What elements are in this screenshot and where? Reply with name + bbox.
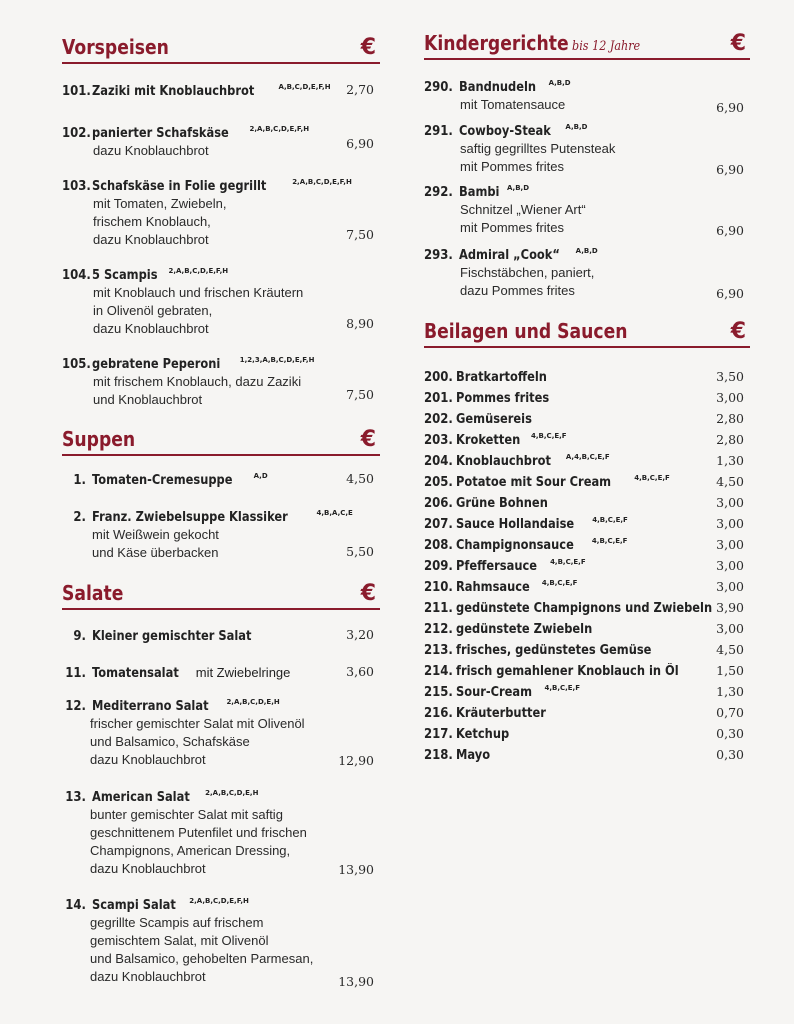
item-price: 4,50 — [716, 642, 744, 657]
item-number: 206. — [424, 496, 453, 511]
item-number: 292. — [424, 185, 453, 200]
item-inline-description: mit Zwiebelringe — [195, 665, 291, 680]
menu-item — [424, 181, 750, 237]
item-price: 3,00 — [716, 579, 744, 594]
allergen-codes: A,4,B,C,E,F — [565, 453, 610, 461]
menu-item — [424, 387, 750, 408]
item-name: Kleiner gemischter Salat — [92, 629, 252, 644]
item-name: Ketchup — [456, 727, 510, 742]
item-name: gebratene Peperoni — [92, 357, 221, 372]
item-description: und Knoblauchbrot — [93, 392, 203, 407]
item-price: 3,90 — [716, 600, 744, 615]
menu-item — [424, 366, 750, 387]
menu-item — [424, 534, 750, 555]
item-price: 0,30 — [716, 726, 744, 741]
section-header — [424, 28, 750, 60]
item-number: 203. — [424, 433, 453, 448]
allergen-codes: 4,B,C,E,F — [634, 474, 670, 482]
item-name: Mayo — [456, 748, 491, 763]
menu-item — [62, 122, 380, 160]
menu-item — [424, 450, 750, 471]
item-number: 13. — [65, 790, 86, 805]
allergen-codes: 4,B,C,E,F — [541, 579, 578, 587]
item-number: 291. — [424, 124, 453, 139]
item-name: Sour-Cream — [456, 685, 533, 700]
item-name: Pfeffersauce — [456, 559, 538, 574]
item-price: 5,50 — [346, 544, 374, 559]
menu-item — [424, 555, 750, 576]
item-name: American Salat — [92, 790, 190, 805]
item-description: bunter gemischter Salat mit saftig — [90, 807, 283, 822]
allergen-codes: A,B,D — [548, 79, 571, 87]
allergen-codes: A,D — [253, 472, 268, 480]
menu-item — [62, 786, 380, 878]
item-price: 2,80 — [716, 411, 744, 426]
item-description: in Olivenöl gebraten, — [93, 303, 213, 318]
item-description: mit frischem Knoblauch, dazu Zaziki — [93, 374, 302, 389]
section-kindergerichte — [424, 28, 750, 301]
item-price: 4,50 — [346, 471, 374, 486]
item-name: frisches, gedünstetes Gemüse — [456, 643, 652, 658]
item-price: 2,70 — [346, 82, 374, 97]
item-description: dazu Knoblauchbrot — [93, 232, 209, 247]
menu-item — [62, 695, 380, 769]
menu-item — [424, 639, 750, 660]
item-number: 11. — [65, 666, 86, 681]
item-description: Schnitzel „Wiener Art“ — [460, 202, 586, 217]
item-description: mit Pommes frites — [460, 159, 565, 174]
item-price: 3,00 — [716, 621, 744, 636]
section-header — [424, 316, 750, 348]
item-description: dazu Knoblauchbrot — [90, 752, 206, 767]
menu-item — [424, 471, 750, 492]
item-description: mit Knoblauch und frischen Kräutern — [93, 285, 304, 300]
item-number: 105. — [62, 357, 91, 372]
menu-item — [62, 662, 380, 682]
item-name: Champignonsauce — [456, 538, 574, 553]
item-name: Rahmsauce — [456, 580, 530, 595]
item-number: 102. — [62, 126, 91, 141]
item-price: 6,90 — [716, 223, 744, 238]
item-number: 290. — [424, 80, 453, 95]
item-number: 207. — [424, 517, 453, 532]
section-header — [62, 424, 380, 456]
item-price: 3,00 — [716, 390, 744, 405]
item-description: dazu Pommes frites — [460, 283, 575, 298]
item-name: Tomatensalat — [92, 666, 179, 681]
item-name: Zaziki mit Knoblauchbrot — [92, 84, 255, 99]
menu-item — [424, 120, 750, 176]
menu-item — [424, 744, 750, 765]
item-name: Gemüsereis — [456, 412, 532, 427]
item-description: und Balsamico, gehobelten Parmesan, — [90, 951, 314, 966]
item-name: Grüne Bohnen — [456, 496, 548, 511]
item-number: 208. — [424, 538, 453, 553]
item-price: 13,90 — [338, 862, 374, 877]
item-price: 3,00 — [716, 516, 744, 531]
menu-item — [62, 80, 380, 100]
menu-item — [62, 264, 380, 338]
section-suppen — [62, 424, 380, 560]
menu-item — [62, 625, 380, 645]
item-description: Fischstäbchen, paniert, — [460, 265, 595, 280]
item-price: 3,20 — [346, 627, 374, 642]
item-number: 215. — [424, 685, 453, 700]
item-name: Potatoe mit Sour Cream — [456, 475, 612, 490]
item-number: 1. — [73, 473, 86, 488]
item-description: gegrillte Scampis auf frischem — [90, 915, 264, 930]
item-number: 214. — [424, 664, 453, 679]
item-number: 293. — [424, 248, 453, 263]
item-price: 0,30 — [716, 747, 744, 762]
item-name: Pommes frites — [456, 391, 550, 406]
item-name: Mediterrano Salat — [92, 699, 209, 714]
item-description: mit Weißwein gekocht — [92, 527, 219, 542]
item-description: frischem Knoblauch, — [93, 214, 211, 229]
menu-item — [424, 723, 750, 744]
menu-item — [424, 576, 750, 597]
item-number: 211. — [424, 601, 453, 616]
item-price: 13,90 — [338, 974, 374, 989]
allergen-codes: 2,A,B,C,D,E,H — [226, 698, 280, 706]
allergen-codes: A,B,D — [507, 184, 530, 192]
euro-sign: € — [730, 31, 746, 56]
allergen-codes: 4,B,C,E,F — [592, 516, 628, 524]
item-number: 218. — [424, 748, 453, 763]
item-number: 200. — [424, 370, 453, 385]
allergen-codes: A,B,D — [565, 123, 588, 131]
item-number: 2. — [73, 510, 86, 525]
item-price: 0,70 — [716, 705, 744, 720]
menu-item — [424, 429, 750, 450]
item-price: 3,60 — [346, 664, 374, 679]
allergen-codes: 2,A,B,C,D,E,F,H — [168, 267, 229, 275]
allergen-codes: 4,B,C,E,F — [591, 537, 628, 545]
item-name: Bambi — [459, 185, 500, 200]
menu-item — [62, 894, 380, 989]
section-subtitle: bis 12 Jahre — [572, 39, 641, 54]
allergen-codes: A,B,C,D,E,F,H — [278, 83, 331, 91]
item-description: dazu Knoblauchbrot — [93, 143, 209, 158]
item-number: 101. — [62, 84, 91, 99]
item-price: 6,90 — [716, 162, 744, 177]
euro-sign: € — [360, 427, 376, 452]
item-price: 4,50 — [716, 474, 744, 489]
item-description: dazu Knoblauchbrot — [90, 861, 206, 876]
item-price: 6,90 — [716, 100, 744, 115]
item-name: gedünstete Zwiebeln — [456, 622, 593, 637]
item-description: geschnittenem Putenfilet und frischen — [90, 825, 307, 840]
item-name: Kräuterbutter — [456, 706, 546, 721]
item-name: Cowboy-Steak — [459, 124, 551, 139]
menu-item — [424, 244, 750, 300]
item-description: dazu Knoblauchbrot — [93, 321, 209, 336]
item-price: 8,90 — [346, 316, 374, 331]
item-price: 7,50 — [346, 227, 374, 242]
item-price: 3,00 — [716, 537, 744, 552]
item-name: Bandnudeln — [459, 80, 537, 95]
item-price: 6,90 — [346, 136, 374, 151]
section-beilagen — [424, 316, 750, 763]
allergen-codes: 1,2,3,A,B,C,D,E,F,H — [239, 356, 315, 364]
item-number: 201. — [424, 391, 453, 406]
item-number: 209. — [424, 559, 453, 574]
item-number: 204. — [424, 454, 453, 469]
item-description: mit Tomaten, Zwiebeln, — [93, 196, 227, 211]
section-header — [62, 578, 380, 610]
allergen-codes: 2,A,B,C,D,E,F,H — [189, 897, 249, 905]
item-number: 12. — [65, 699, 86, 714]
item-number: 202. — [424, 412, 453, 427]
item-price: 6,90 — [716, 286, 744, 301]
menu-item — [424, 618, 750, 639]
section-title: Salate — [62, 581, 124, 605]
item-name: panierter Schafskäse — [92, 126, 229, 141]
allergen-codes: 4,B,A,C,E — [316, 509, 353, 517]
section-title: Vorspeisen — [62, 35, 169, 59]
item-number: 216. — [424, 706, 453, 721]
item-price: 3,50 — [716, 369, 744, 384]
menu-item — [424, 492, 750, 513]
menu-item — [424, 681, 750, 702]
item-number: 14. — [65, 898, 86, 913]
item-price: 1,50 — [716, 663, 744, 678]
euro-sign: € — [360, 581, 376, 606]
item-number: 9. — [73, 629, 86, 644]
item-name: Schafskäse in Folie gegrillt — [92, 179, 267, 194]
item-price: 1,30 — [716, 453, 744, 468]
allergen-codes: 2,A,B,C,D,E,H — [205, 789, 259, 797]
item-price: 3,00 — [716, 495, 744, 510]
item-name: Franz. Zwiebelsuppe Klassiker — [92, 510, 288, 525]
item-description: mit Tomatensauce — [460, 97, 566, 112]
item-description: frischer gemischter Salat mit Olivenöl — [90, 716, 305, 731]
item-price: 3,00 — [716, 558, 744, 573]
menu-item — [424, 408, 750, 429]
section-title: Beilagen und Saucen — [424, 319, 628, 343]
item-name: Tomaten-Cremesuppe — [92, 473, 233, 488]
menu-item — [62, 469, 380, 489]
item-name: 5 Scampis — [92, 268, 158, 283]
item-name: Sauce Hollandaise — [456, 517, 575, 532]
section-title-text: Kindergerichte — [424, 31, 569, 55]
euro-sign: € — [360, 35, 376, 60]
item-number: 104. — [62, 268, 91, 283]
menu-item — [62, 175, 380, 249]
item-name: frisch gemahlener Knoblauch in Öl — [456, 664, 679, 679]
item-number: 205. — [424, 475, 453, 490]
item-price: 12,90 — [338, 753, 374, 768]
item-price: 1,30 — [716, 684, 744, 699]
item-name: Kroketten — [456, 433, 521, 448]
item-description: und Balsamico, Schafskäse — [90, 734, 250, 749]
menu-item — [424, 702, 750, 723]
item-description: dazu Knoblauchbrot — [90, 969, 206, 984]
menu-item — [424, 76, 750, 114]
item-name: Bratkartoffeln — [456, 370, 547, 385]
item-description: gemischtem Salat, mit Olivenöl — [90, 933, 269, 948]
section-title: Suppen — [62, 427, 136, 451]
euro-sign: € — [730, 319, 746, 344]
allergen-codes: 4,B,C,E,F — [531, 432, 567, 440]
allergen-codes: 2,A,B,C,D,E,F,H — [249, 125, 310, 133]
item-name: Admiral „Cook“ — [459, 248, 560, 263]
menu-item — [424, 597, 750, 618]
item-name: Knoblauchbrot — [456, 454, 551, 469]
section-salate — [62, 578, 380, 989]
item-name: gedünstete Champignons und Zwiebeln — [456, 601, 713, 616]
item-name: Scampi Salat — [92, 898, 176, 913]
allergen-codes: 4,B,C,E,F — [550, 558, 586, 566]
section-header — [62, 32, 380, 64]
menu-item — [424, 513, 750, 534]
item-description: Champignons, American Dressing, — [90, 843, 291, 858]
menu-item — [62, 506, 380, 562]
item-description: und Käse überbacken — [92, 545, 219, 560]
item-price: 2,80 — [716, 432, 744, 447]
menu-item — [424, 660, 750, 681]
item-description: mit Pommes frites — [460, 220, 565, 235]
item-number: 213. — [424, 643, 453, 658]
section-title — [424, 31, 640, 55]
item-number: 103. — [62, 179, 91, 194]
item-number: 217. — [424, 727, 453, 742]
item-number: 212. — [424, 622, 453, 637]
item-price: 7,50 — [346, 387, 374, 402]
menu-item — [62, 353, 380, 409]
allergen-codes: A,B,D — [575, 247, 598, 255]
allergen-codes: 4,B,C,E,F — [544, 684, 580, 692]
item-number: 210. — [424, 580, 453, 595]
allergen-codes: 2,A,B,C,D,E,F,H — [292, 178, 352, 186]
item-description: saftig gegrilltes Putensteak — [460, 141, 616, 156]
section-vorspeisen — [62, 32, 380, 407]
